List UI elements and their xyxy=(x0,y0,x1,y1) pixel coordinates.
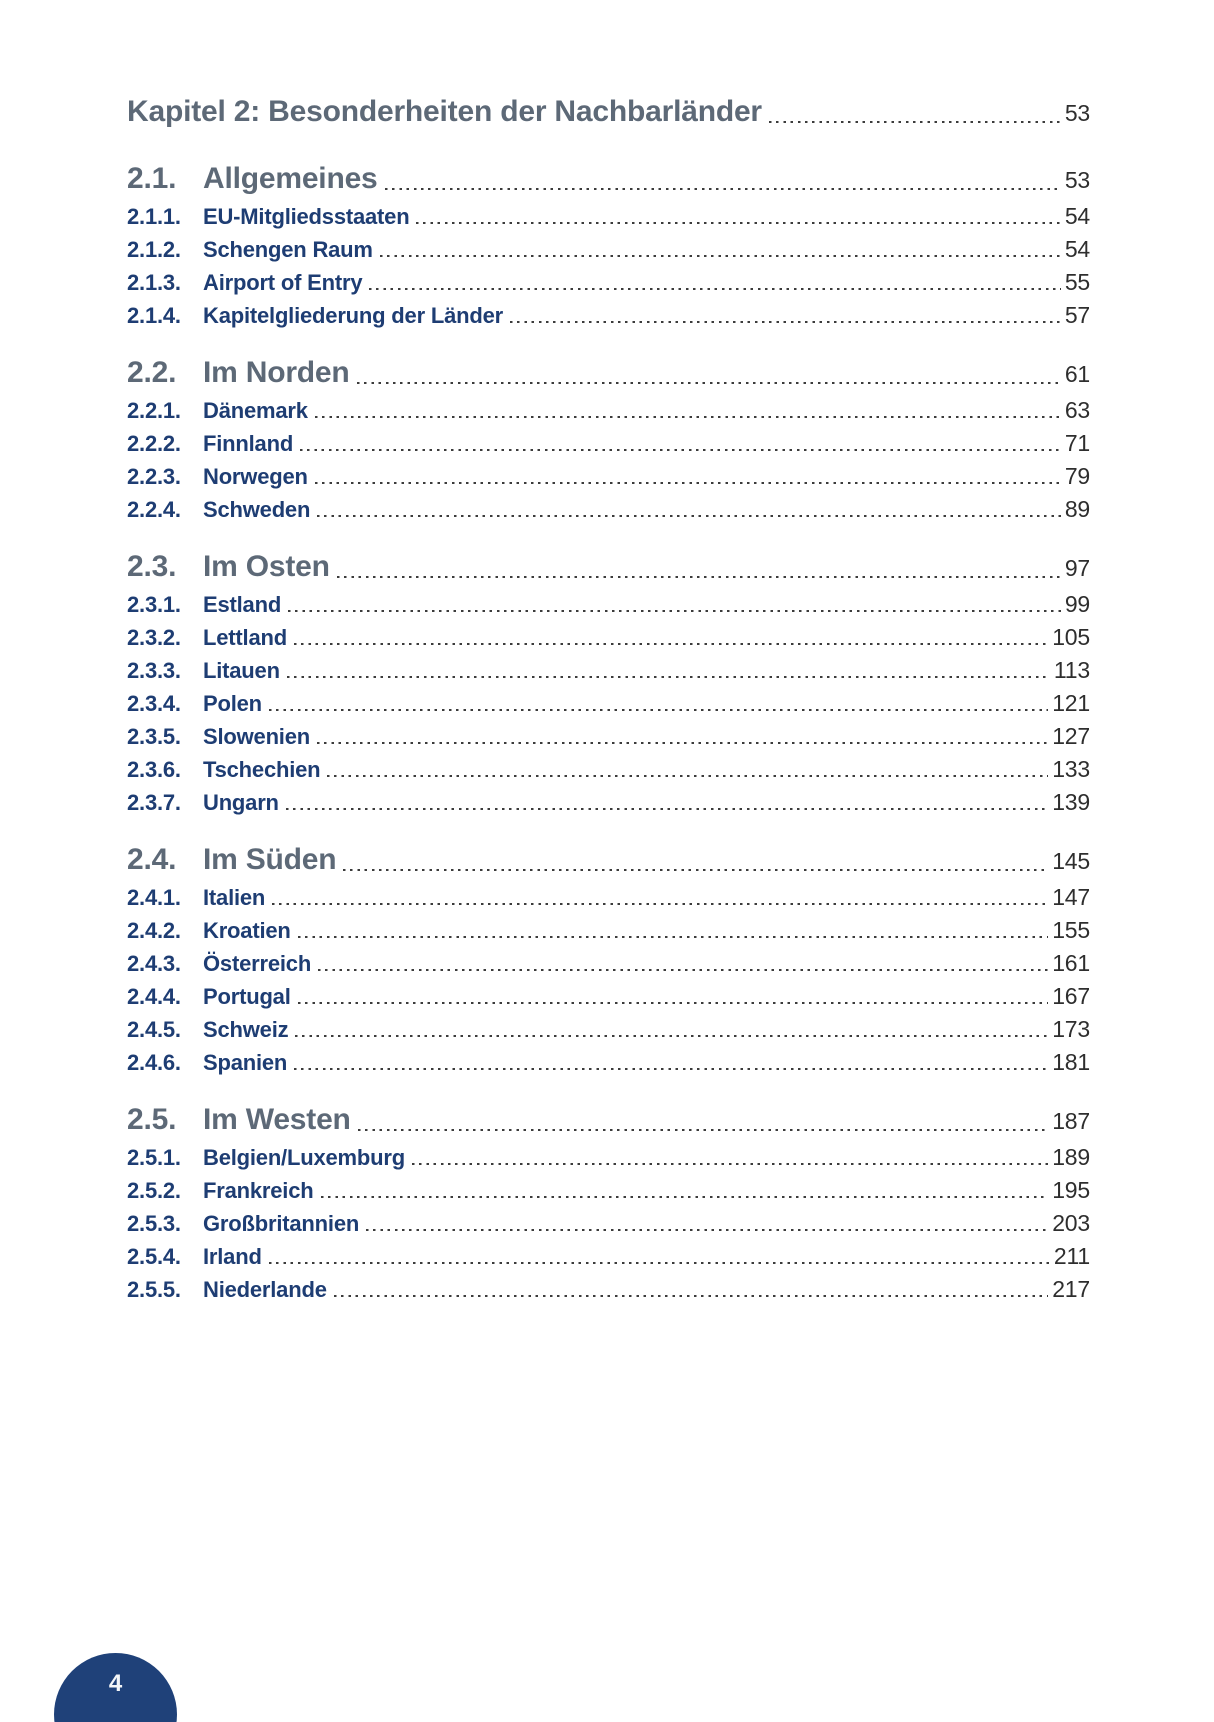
dotted-leader xyxy=(369,288,1060,291)
entry-number: 2.1.1. xyxy=(127,204,181,229)
toc-entry-row[interactable] xyxy=(127,881,1090,914)
entry-page-ref: 195 xyxy=(1052,1177,1090,1203)
entry-number: 2.5.5. xyxy=(127,1277,181,1302)
entry-label: Dänemark xyxy=(203,398,308,423)
toc-entry-row[interactable] xyxy=(127,588,1090,621)
dotted-leader xyxy=(357,382,1061,385)
entry-number: 2.2. xyxy=(127,356,177,389)
entry-page-ref: 55 xyxy=(1064,269,1090,295)
toc-entry-row[interactable] xyxy=(127,914,1090,947)
toc-entry-row[interactable] xyxy=(127,1013,1090,1046)
entry-number: 2.5. xyxy=(127,1103,177,1136)
toc-entry-row[interactable] xyxy=(127,266,1090,299)
dotted-leader xyxy=(298,936,1049,939)
page-number: 4 xyxy=(108,1670,123,1697)
dotted-leader xyxy=(416,222,1060,225)
entry-number: 2.5.3. xyxy=(127,1211,181,1236)
entry-number: 2.2.2. xyxy=(127,431,181,456)
entry-number: 2.5.1. xyxy=(127,1145,181,1170)
entry-number: 2.1.3. xyxy=(127,270,181,295)
toc-entry-row[interactable] xyxy=(127,200,1090,233)
toc-entry-row[interactable] xyxy=(127,720,1090,753)
entry-page-ref: 71 xyxy=(1064,430,1090,456)
entry-page-ref: 145 xyxy=(1052,848,1090,874)
entry-page-ref: 57 xyxy=(1064,302,1090,328)
entry-label: Kroatien xyxy=(203,918,291,943)
toc-entry-row[interactable] xyxy=(127,1240,1090,1273)
entry-label: Estland xyxy=(203,592,282,617)
section-heading-row[interactable] xyxy=(127,159,1090,200)
dotted-leader xyxy=(295,1035,1048,1038)
toc-section xyxy=(127,353,1090,526)
entry-label: EU-Mitgliedsstaaten xyxy=(203,204,410,229)
toc-entry-row[interactable] xyxy=(127,299,1090,332)
entry-number: 2.4.5. xyxy=(127,1017,181,1042)
entry-number: 2.3.4. xyxy=(127,691,181,716)
entry-page-ref: 53 xyxy=(1064,167,1090,193)
chapter-page-ref: 53 xyxy=(1064,100,1090,126)
entry-page-ref: 187 xyxy=(1052,1108,1090,1134)
entry-page-ref: 139 xyxy=(1052,789,1090,815)
toc-entry-row[interactable] xyxy=(127,947,1090,980)
entry-page-ref: 99 xyxy=(1064,591,1090,617)
entry-page-ref: 211 xyxy=(1053,1243,1090,1269)
entry-label: Im Westen xyxy=(203,1103,351,1136)
entry-number: 2.1.2. xyxy=(127,237,181,262)
dotted-leader xyxy=(288,610,1061,613)
toc-entry-row[interactable] xyxy=(127,1046,1090,1079)
entry-label: Kapitelgliederung der Länder xyxy=(203,303,504,328)
entry-label: Österreich xyxy=(203,951,312,976)
dotted-leader xyxy=(769,121,1061,124)
dotted-leader xyxy=(317,515,1061,518)
entry-number: 2.5.2. xyxy=(127,1178,181,1203)
entry-page-ref: 155 xyxy=(1052,917,1090,943)
toc-entry-row[interactable] xyxy=(127,394,1090,427)
entry-label: Niederlande xyxy=(203,1277,327,1302)
entry-page-ref: 121 xyxy=(1052,690,1090,716)
toc-section xyxy=(127,159,1090,332)
entry-label: Schweden xyxy=(203,497,311,522)
dotted-leader xyxy=(385,188,1061,191)
entry-label: Portugal xyxy=(203,984,291,1009)
entry-label: Schengen Raum xyxy=(203,237,373,262)
page-number-badge xyxy=(54,1653,177,1722)
entry-page-ref: 173 xyxy=(1052,1016,1090,1042)
entry-page-ref: 105 xyxy=(1052,624,1090,650)
toc-entry-row[interactable] xyxy=(127,980,1090,1013)
dotted-leader xyxy=(334,1295,1048,1298)
dotted-leader xyxy=(269,709,1048,712)
entry-number: 2.3.7. xyxy=(127,790,181,815)
entry-page-ref: 189 xyxy=(1052,1144,1090,1170)
toc-entry-row[interactable] xyxy=(127,1141,1090,1174)
dotted-leader xyxy=(315,482,1061,485)
entry-label: Im Norden xyxy=(203,356,350,389)
toc-entry-row[interactable] xyxy=(127,233,1090,266)
entry-label: Belgien/Luxemburg xyxy=(203,1145,405,1170)
section-heading-row[interactable] xyxy=(127,547,1090,588)
toc-entry-row[interactable] xyxy=(127,753,1090,786)
dotted-leader xyxy=(286,808,1048,811)
dotted-leader xyxy=(287,676,1050,679)
entry-label: Polen xyxy=(203,691,262,716)
toc-section xyxy=(127,1100,1090,1306)
entry-label: Tschechien xyxy=(203,757,321,782)
entry-page-ref: 181 xyxy=(1052,1049,1090,1075)
entry-label: Finnland xyxy=(203,431,294,456)
entry-number: 2.4.3. xyxy=(127,951,181,976)
toc-entry-row[interactable] xyxy=(127,1273,1090,1306)
entry-page-ref: 63 xyxy=(1064,397,1090,423)
entry-number: 2.3.3. xyxy=(127,658,181,683)
entry-label: Norwegen xyxy=(203,464,308,489)
entry-label: Großbritannien xyxy=(203,1211,360,1236)
dotted-leader xyxy=(294,643,1048,646)
entry-number: 2.1. xyxy=(127,162,177,195)
entry-label: Allgemeines xyxy=(203,162,378,195)
toc-entry-row[interactable] xyxy=(127,1174,1090,1207)
dotted-leader xyxy=(269,1262,1050,1265)
dotted-leader xyxy=(366,1229,1048,1232)
entry-page-ref: 113 xyxy=(1053,657,1090,683)
entry-label: Lettland xyxy=(203,625,287,650)
entry-number: 2.2.1. xyxy=(127,398,181,423)
toc-entry-row[interactable] xyxy=(127,460,1090,493)
dotted-leader xyxy=(315,416,1061,419)
dotted-leader xyxy=(294,1068,1048,1071)
entry-number: 2.4.4. xyxy=(127,984,181,1009)
entry-label: Slowenien xyxy=(203,724,310,749)
entry-page-ref: 127 xyxy=(1052,723,1090,749)
toc-section xyxy=(127,547,1090,819)
dotted-leader xyxy=(510,321,1061,324)
dotted-leader xyxy=(300,449,1061,452)
toc-entry-row[interactable] xyxy=(127,621,1090,654)
entry-label: Spanien xyxy=(203,1050,288,1075)
entry-number: 2.4.1. xyxy=(127,885,181,910)
dotted-leader xyxy=(272,903,1048,906)
toc-entry-row[interactable] xyxy=(127,493,1090,526)
entry-page-ref: 161 xyxy=(1052,950,1090,976)
entry-number: 2.2.3. xyxy=(127,464,181,489)
entry-number: 2.4. xyxy=(127,843,177,876)
dotted-leader xyxy=(317,742,1048,745)
entry-number: 2.3.1. xyxy=(127,592,181,617)
dotted-leader xyxy=(343,869,1048,872)
entry-page-ref: 133 xyxy=(1052,756,1090,782)
toc-entry-row[interactable] xyxy=(127,1207,1090,1240)
entry-label: Italien xyxy=(203,885,266,910)
dotted-leader xyxy=(358,1129,1049,1132)
section-heading-row[interactable] xyxy=(127,353,1090,394)
dotted-leader xyxy=(321,1196,1049,1199)
entry-number: 2.2.4. xyxy=(127,497,181,522)
entry-label: Litauen xyxy=(203,658,280,683)
entry-page-ref: 167 xyxy=(1052,983,1090,1009)
toc-entry-row[interactable] xyxy=(127,687,1090,720)
chapter-title-row[interactable] xyxy=(127,92,1090,133)
dotted-leader xyxy=(412,1163,1048,1166)
entry-label: Schweiz xyxy=(203,1017,289,1042)
entry-number: 2.4.2. xyxy=(127,918,181,943)
toc-entry-row[interactable] xyxy=(127,427,1090,460)
toc-sections xyxy=(127,159,1090,1306)
dotted-leader xyxy=(298,1002,1049,1005)
entry-number: 2.1.4. xyxy=(127,303,181,328)
toc-entry-row[interactable] xyxy=(127,654,1090,687)
entry-page-ref: 89 xyxy=(1064,496,1090,522)
entry-label: Im Osten xyxy=(203,550,330,583)
dotted-leader xyxy=(327,775,1048,778)
entry-label: Ungarn xyxy=(203,790,279,815)
entry-number: 2.4.6. xyxy=(127,1050,181,1075)
entry-page-ref: 217 xyxy=(1052,1276,1090,1302)
dotted-leader xyxy=(380,255,1061,258)
entry-page-ref: 61 xyxy=(1064,361,1090,387)
entry-number: 2.3.2. xyxy=(127,625,181,650)
entry-number: 2.3. xyxy=(127,550,177,583)
entry-page-ref: 54 xyxy=(1064,203,1090,229)
chapter-title: Kapitel 2: Besonderheiten der Nachbarländer xyxy=(127,95,762,128)
entry-number: 2.3.6. xyxy=(127,757,181,782)
entry-page-ref: 79 xyxy=(1064,463,1090,489)
entry-label: Airport of Entry xyxy=(203,270,363,295)
dotted-leader xyxy=(318,969,1048,972)
dotted-leader xyxy=(337,576,1061,579)
entry-label: Frankreich xyxy=(203,1178,314,1203)
entry-number: 2.3.5. xyxy=(127,724,181,749)
toc-entry-row[interactable] xyxy=(127,786,1090,819)
entry-page-ref: 147 xyxy=(1052,884,1090,910)
entry-label: Irland xyxy=(203,1244,262,1269)
entry-page-ref: 97 xyxy=(1064,555,1090,581)
section-heading-row[interactable] xyxy=(127,1100,1090,1141)
entry-page-ref: 54 xyxy=(1064,236,1090,262)
section-heading-row[interactable] xyxy=(127,840,1090,881)
toc-section xyxy=(127,840,1090,1079)
entry-number: 2.5.4. xyxy=(127,1244,181,1269)
entry-label: Im Süden xyxy=(203,843,337,876)
entry-page-ref: 203 xyxy=(1052,1210,1090,1236)
